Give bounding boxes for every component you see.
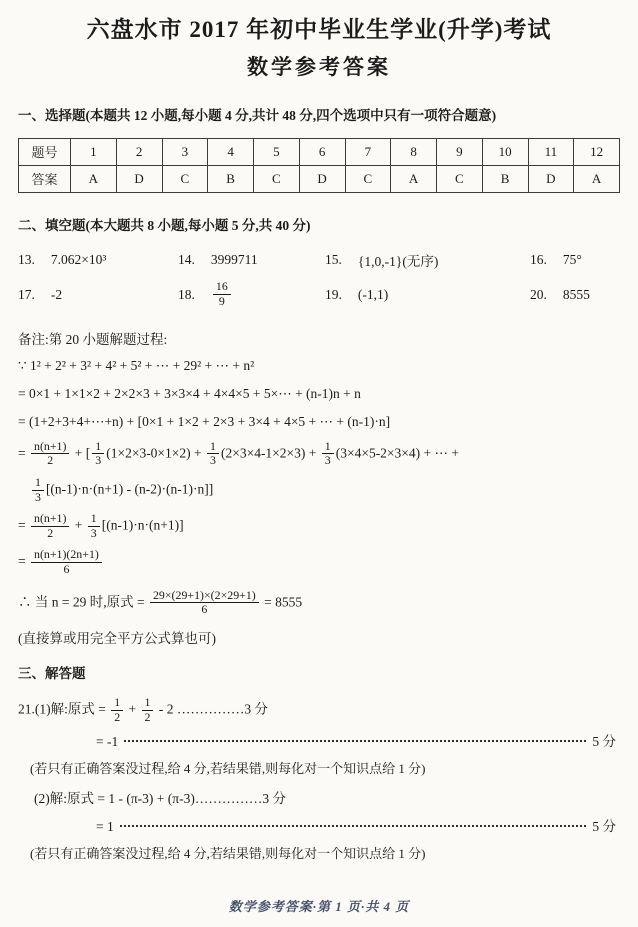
fraction: $\frac{1}{3}$	[32, 476, 44, 504]
fraction: $\frac{1}{3}$	[207, 440, 219, 468]
answer-cell: C	[254, 165, 300, 192]
question-number: 16.	[530, 251, 547, 267]
question-answer: 75°	[562, 251, 582, 267]
fraction: $\frac{n(n+1)(2n+1)}{6}$	[31, 548, 102, 576]
fill-answer-17	[18, 287, 178, 303]
qnum-cell: 7	[345, 138, 391, 165]
solution-step-line: = $\frac{n(n+1)}{2}$ + [ $\frac{1}{3}$ (1×2×3-0×1×2) + $\frac{1}{3}$ (2×3×4-1×2×3) + $\frac{1}{3}$ (3×4×5-2×3×4) + ⋯ +	[18, 438, 460, 468]
qnum-cell: 6	[299, 138, 345, 165]
qnum-row-label: 题号	[19, 138, 71, 165]
answer-cell: A	[71, 165, 117, 192]
solution-step-line: = 0×1 + 1×1×2 + 2×2×3 + 3×3×4 + 4×4×5 + 5×⋯ + (n-1)n + n	[18, 385, 361, 401]
answer-cell: C	[162, 165, 208, 192]
q21-part2-solution-line: (2)解:原式 = 1 - (π-3) + (π-3)……………3 分	[34, 791, 286, 807]
question-answer: 3999711	[210, 251, 258, 267]
fill-answer-14	[178, 252, 325, 268]
fill-answer-19	[325, 287, 530, 303]
choice-answer-table	[18, 138, 620, 193]
q21-part2-grading-note: (若只有正确答案没过程,给 4 分,若结果错,则每化对一个知识点给 1 分)	[30, 846, 426, 862]
qnum-cell: 8	[391, 138, 437, 165]
qnum-cell: 10	[482, 138, 528, 165]
answer-cell: D	[528, 165, 574, 192]
solution-step-line: $\frac{1}{3}$ [(n-1)·n·(n+1) - (n-2)·(n-1)·n]]	[30, 476, 620, 504]
fraction: $\frac{1}{2}$	[111, 696, 123, 724]
qnum-cell: 2	[116, 138, 162, 165]
qnum-cell: 3	[162, 138, 208, 165]
answer-row	[19, 165, 620, 192]
question-answer: 7.062×10³	[50, 251, 107, 267]
score-label: 5 分	[592, 819, 616, 835]
page-subtitle: 数学参考答案	[247, 54, 391, 79]
solution-conclusion-line: ∴ 当 n = 29 时,原式 = $\frac{29\times(29+1)\times(2\times 29+1)}{6}$ = 8555	[18, 587, 303, 617]
qnum-cell: 5	[254, 138, 300, 165]
solution-step-line: = $\frac{n(n+1)}{2}$ + $\frac{1}{3}$ [(n-1)·n·(n+1)]	[18, 511, 184, 540]
fraction: $\frac{n(n+1)}{2}$	[31, 512, 69, 540]
fill-answer-13	[18, 252, 178, 268]
question-answer: {1,0,-1}(无序)	[357, 253, 439, 269]
fraction: $\frac{1}{3}$	[88, 512, 100, 540]
fraction: $\frac{1}{3}$	[322, 440, 334, 468]
section1-heading: 一、选择题(本题共 12 小题,每小题 4 分,共计 48 分,四个选项中只有一项符合题意)	[18, 107, 497, 123]
answer-row-label: 答案	[19, 165, 71, 192]
question-number: 18.	[178, 286, 195, 302]
fraction: $\frac{29\times(29+1)\times(2\times 29+1)}{6}$	[150, 589, 259, 617]
question-answer: 8555	[562, 286, 590, 302]
answer-cell: C	[437, 165, 483, 192]
question-number: 13.	[18, 251, 35, 267]
dot-leader	[124, 740, 586, 742]
dot-leader	[120, 825, 587, 827]
remark-label: 备注:第 20 小题解题过程:	[18, 331, 168, 347]
qnum-cell: 9	[437, 138, 483, 165]
answer-cell: A	[391, 165, 437, 192]
result-value: = -1	[96, 734, 119, 750]
answer-cell: B	[482, 165, 528, 192]
fraction: $\frac{16}{9}$	[213, 280, 231, 308]
qnum-cell: 4	[208, 138, 254, 165]
q21-part1-result-line	[96, 730, 616, 750]
solution-step-line: = $\frac{n(n+1)(2n+1)}{6}$	[18, 548, 620, 576]
score-label: 5 分	[592, 734, 616, 750]
q21-part1-solution-line: 21.(1)解:原式 = $\frac{1}{2}$ + $\frac{1}{2}$ - 2 ……………3 分	[18, 694, 268, 724]
fill-answer-15	[325, 250, 530, 270]
q21-part1-grading-note: (若只有正确答案没过程,给 4 分,若结果错,则每化对一个知识点给 1 分)	[30, 761, 426, 777]
fill-answer-16	[530, 252, 620, 268]
question-number-row	[19, 138, 620, 165]
fill-answer-20	[530, 287, 620, 303]
answer-cell: C	[345, 165, 391, 192]
answer-cell: B	[208, 165, 254, 192]
question-answer	[211, 280, 233, 308]
solution-step-line: = (1+2+3+4+⋯+n) + [0×1 + 1×2 + 2×3 + 3×4 + 4×5 + ⋯ + (n-1)·n]	[18, 413, 391, 429]
qnum-cell: 11	[528, 138, 574, 165]
fraction: $\frac{1}{3}$	[92, 440, 104, 468]
q21-part2-result-line	[96, 815, 616, 835]
fraction: $\frac{1}{2}$	[142, 696, 154, 724]
fraction: $\frac{n(n+1)}{2}$	[31, 440, 69, 468]
question-number: 19.	[325, 286, 342, 302]
page-footer: 数学参考答案·第 1 页·共 4 页	[228, 899, 410, 914]
qnum-cell: 12	[574, 138, 620, 165]
question-number: 15.	[325, 251, 342, 267]
qnum-cell: 1	[71, 138, 117, 165]
page-title: 六盘水市 2017 年初中毕业生学业(升学)考试	[86, 17, 552, 42]
solution-step-line: ∵ 1² + 2² + 3² + 4² + 5² + ⋯ + 29² + ⋯ + n²	[18, 357, 255, 373]
question-answer: (-1,1)	[357, 286, 389, 302]
answer-cell: A	[574, 165, 620, 192]
section2-heading: 二、填空题(本大题共 8 小题,每小题 5 分,共 40 分)	[18, 217, 311, 233]
answer-cell: D	[299, 165, 345, 192]
question-number: 17.	[18, 286, 35, 302]
result-value: = 1	[96, 819, 114, 835]
section3-heading: 三、解答题	[18, 666, 86, 682]
question-number: 20.	[530, 286, 547, 302]
question-answer: -2	[50, 286, 63, 302]
answer-cell: D	[116, 165, 162, 192]
fill-answer-18	[178, 280, 325, 308]
fill-in-row-2	[18, 280, 620, 310]
alternative-method-note: (直接算或用完全平方公式算也可)	[18, 631, 216, 647]
question-number: 14.	[178, 251, 195, 267]
fill-in-row-1	[18, 250, 620, 270]
